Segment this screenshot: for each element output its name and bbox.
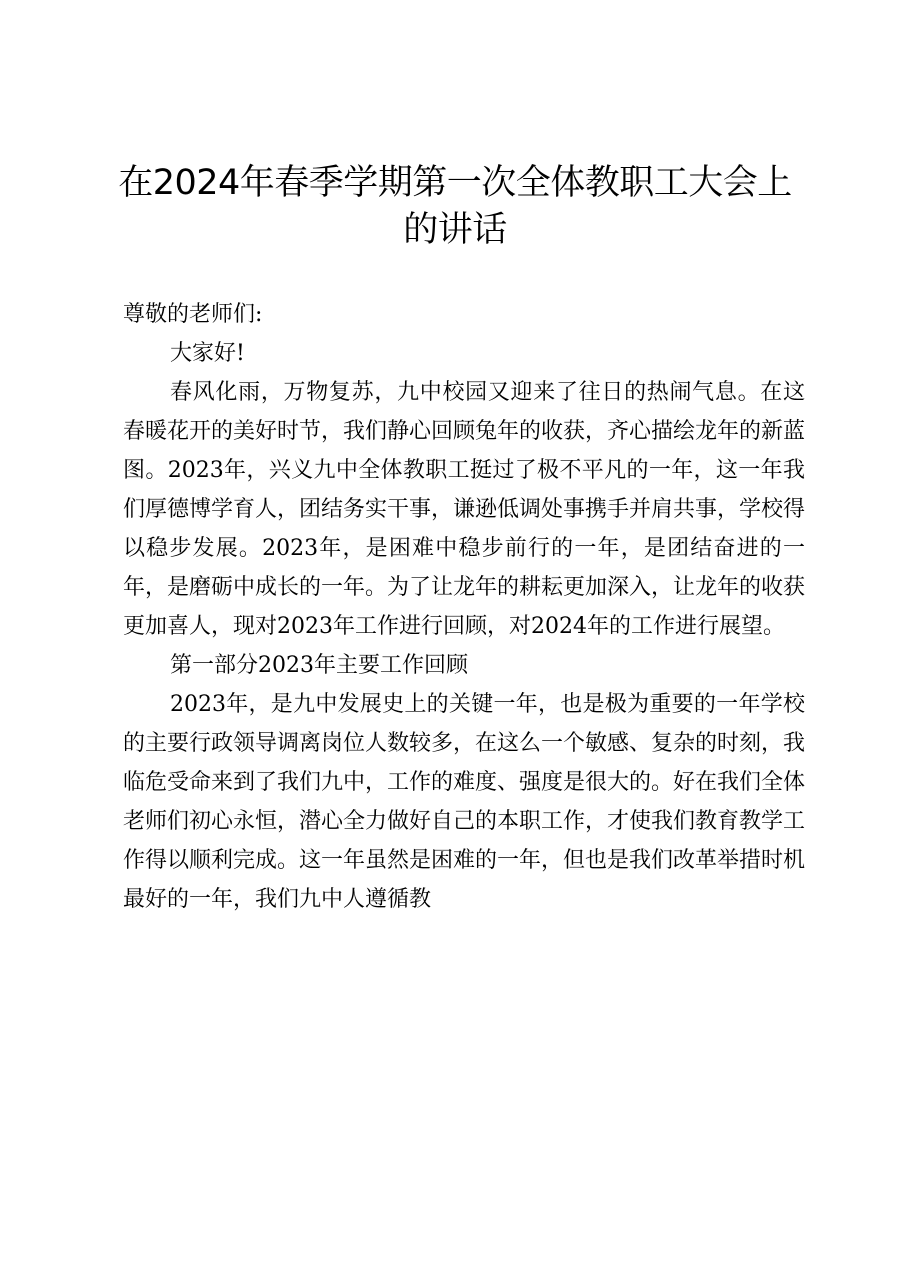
section-heading: 第一部分2023年主要工作回顾: [170, 653, 468, 678]
paragraph-intro: 春风化雨，万物复苏，九中校园又迎来了往日的热闹气息。在这春暖花开的美好时节，我们静心回顾兔年的收获，齐心描绘龙年的新蓝图。2023年，兴义九中全体教职工挺过了极不平凡的一年，这一年我们厚德博学育人，团结务实干事，谦逊低调处事携手并肩共事，学校得以稳步发展。2023年，是困难中稳步前行的一年，是团结奋进的一年，是磨砺中成长的一年。为了让龙年的耕耘更加深入，让龙年的收获更加喜人，现对2023年工作进行回顾，对2024年的工作进行展望。: [123, 380, 806, 639]
greeting: 大家好!: [170, 341, 245, 366]
paragraph-review: 2023年，是九中发展史上的关键一年，也是极为重要的一年学校的主要行政领导调离岗位人数较多，在这么一个敏感、复杂的时刻，我临危受命来到了我们九中，工作的难度、强度是很大的。好在我们全体老师们初心永恒，潜心全力做好自己的本职工作，才使我们教育教学工作得以顺利完成。这一年虽然是困难的一年，但也是我们改革举措时机最好的一年，我们九中人遵循教: [123, 692, 806, 912]
salutation: 尊敬的老师们:: [123, 302, 263, 327]
document-body: [123, 295, 805, 919]
document-title: 在2024年春季学期第一次全体教职工大会上的讲话: [118, 163, 792, 250]
